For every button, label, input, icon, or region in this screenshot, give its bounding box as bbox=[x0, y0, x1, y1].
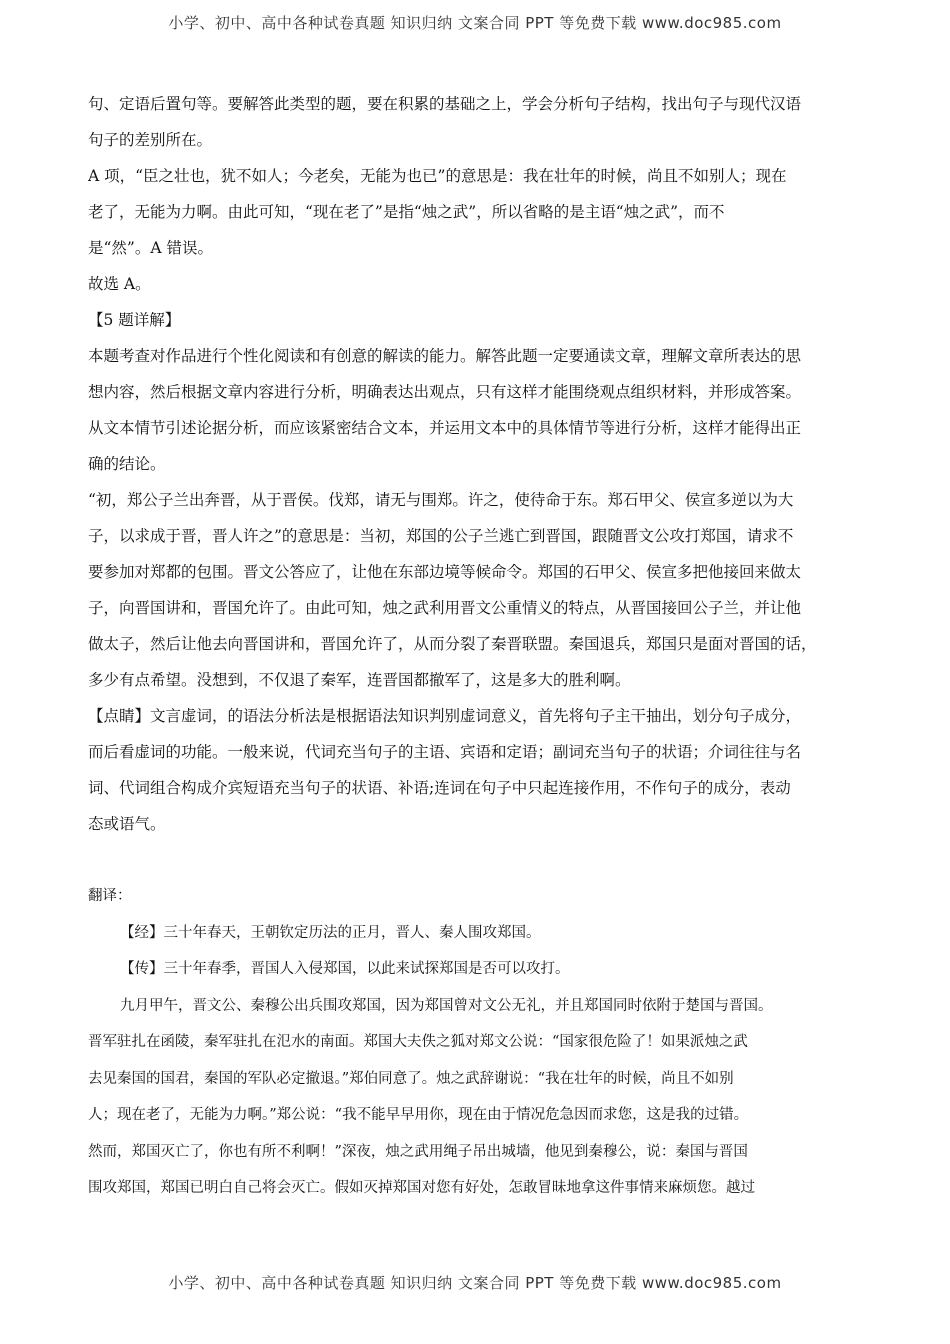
body-line: 子，以求成于晋，晋人许之”的意思是：当初，郑国的公子兰逃亡到晋国，跟随晋文公攻打郑国，请求不 bbox=[88, 527, 794, 545]
body-line: 词、代词组合构成介宾短语充当句子的状语、补语;连词在句子中只起连接作用，不作句子的成分，表动 bbox=[88, 779, 791, 797]
body-line: 句子的差别所在。 bbox=[88, 131, 213, 149]
tip-paragraph: 【点睛】文言虚词，的语法分析法是根据语法知识判别虚词意义，首先将句子主干抽出，划分句子成分， bbox=[88, 707, 802, 725]
translation-line: 人；现在老了，无能为力啊。”郑公说：“我不能早早用你，现在由于情况危急因而求您，这是我的过错。 bbox=[88, 1107, 749, 1123]
page-footer: 小学、初中、高中各种试卷真题 知识归纳 文案合同 PPT 等免费下载 www.doc985.com bbox=[168, 1274, 782, 1292]
translation-line: 九月甲午，晋文公、秦穆公出兵围攻郑国，因为郑国曾对文公无礼，并且郑国同时依附于楚国与晋国。 bbox=[120, 997, 773, 1014]
translation-section bbox=[88, 878, 863, 1207]
body-line: 从文本情节引述论据分析，而应该紧密结合文本，并运用文本中的具体情节等进行分析，这样才能得出正 bbox=[88, 419, 802, 437]
translation-line: 晋军驻扎在函陵，秦军驻扎在氾水的南面。郑国大夫佚之狐对郑文公说：“国家很危险了！如果派烛之武 bbox=[88, 1034, 748, 1050]
translation-line: 然而，郑国灭亡了，你也有所不利啊！”深夜，烛之武用绳子吊出城墙，他见到秦穆公，说：秦国与晋国 bbox=[88, 1143, 748, 1160]
body-line: 老了，无能为力啊。由此可知，“现在老了”是指“烛之武”，所以省略的是主语“烛之武”，而不 bbox=[88, 203, 725, 221]
body-line: A 项，“臣之壮也，犹不如人；今老矣，无能为也已”的意思是：我在壮年的时候，尚且不如别人；现在 bbox=[88, 167, 787, 185]
body-line: 要参加对郑都的包围。晋文公答应了，让他在东部边境等候命令。郑国的石甲父、侯宣多把他接回来做太 bbox=[88, 563, 802, 581]
body-line: 确的结论。 bbox=[88, 455, 166, 473]
body-line: 想内容，然后根据文章内容进行分析，明确表达出观点，只有这样才能围绕观点组织材料，并形成答案。 bbox=[88, 383, 802, 401]
body-line: 子，向晋国讲和，晋国允许了。由此可知，烛之武利用晋文公重情义的特点，从晋国接回公子兰，并让他 bbox=[88, 599, 802, 617]
translation-zhuan: 【传】三十年春季，晋国人入侵郑国，以此来试探郑国是否可以攻打。 bbox=[120, 961, 570, 977]
translation-line: 去见秦国的国君，秦国的军队必定撤退。”郑伯同意了。烛之武辞谢说：“我在壮年的时候，尚且不如别 bbox=[88, 1070, 734, 1087]
body-line: 句、定语后置句等。要解答此类型的题，要在积累的基础之上，学会分析句子结构，找出句子与现代汉语 bbox=[88, 95, 802, 113]
translation-jing: 【经】三十年春天，王朝钦定历法的正月，晋人、秦人围攻郑国。 bbox=[120, 924, 541, 941]
answer-choice: 故选 A。 bbox=[88, 275, 151, 293]
translation-heading: 翻译： bbox=[88, 888, 132, 904]
answer-explanation bbox=[88, 86, 863, 842]
body-line: 态或语气。 bbox=[88, 815, 166, 833]
body-line: 本题考查对作品进行个性化阅读和有创意的解读的能力。解答此题一定要通读文章，理解文章所表达的思 bbox=[88, 347, 802, 365]
translation-line: 围攻郑国，郑国已明白自己将会灭亡。假如灭掉郑国对您有好处，怎敢冒昧地拿这件事情来麻烦您。越过 bbox=[88, 1180, 755, 1196]
section-heading: 【5 题详解】 bbox=[88, 311, 181, 329]
document-body bbox=[88, 86, 863, 1207]
body-line: “初，郑公子兰出奔晋，从于晋侯。伐郑，请无与围郑。许之，使待命于东。郑石甲父、侯宣多逆以为大 bbox=[88, 491, 794, 509]
body-line: 做太子，然后让他去向晋国讲和，晋国允许了，从而分裂了秦晋联盟。秦国退兵，郑国只是面对晋国的话， bbox=[88, 635, 817, 653]
body-line: 而后看虚词的功能。一般来说，代词充当句子的主语、宾语和定语；副词充当句子的状语；介词往往与名 bbox=[88, 743, 802, 761]
spacer bbox=[88, 842, 863, 878]
body-line: 多少有点希望。没想到，不仅退了秦军，连晋国都撤军了，这是多大的胜利啊。 bbox=[88, 671, 631, 689]
body-line: 是“然”。A 错误。 bbox=[88, 239, 213, 257]
page-header: 小学、初中、高中各种试卷真题 知识归纳 文案合同 PPT 等免费下载 www.doc985.com bbox=[168, 14, 782, 32]
